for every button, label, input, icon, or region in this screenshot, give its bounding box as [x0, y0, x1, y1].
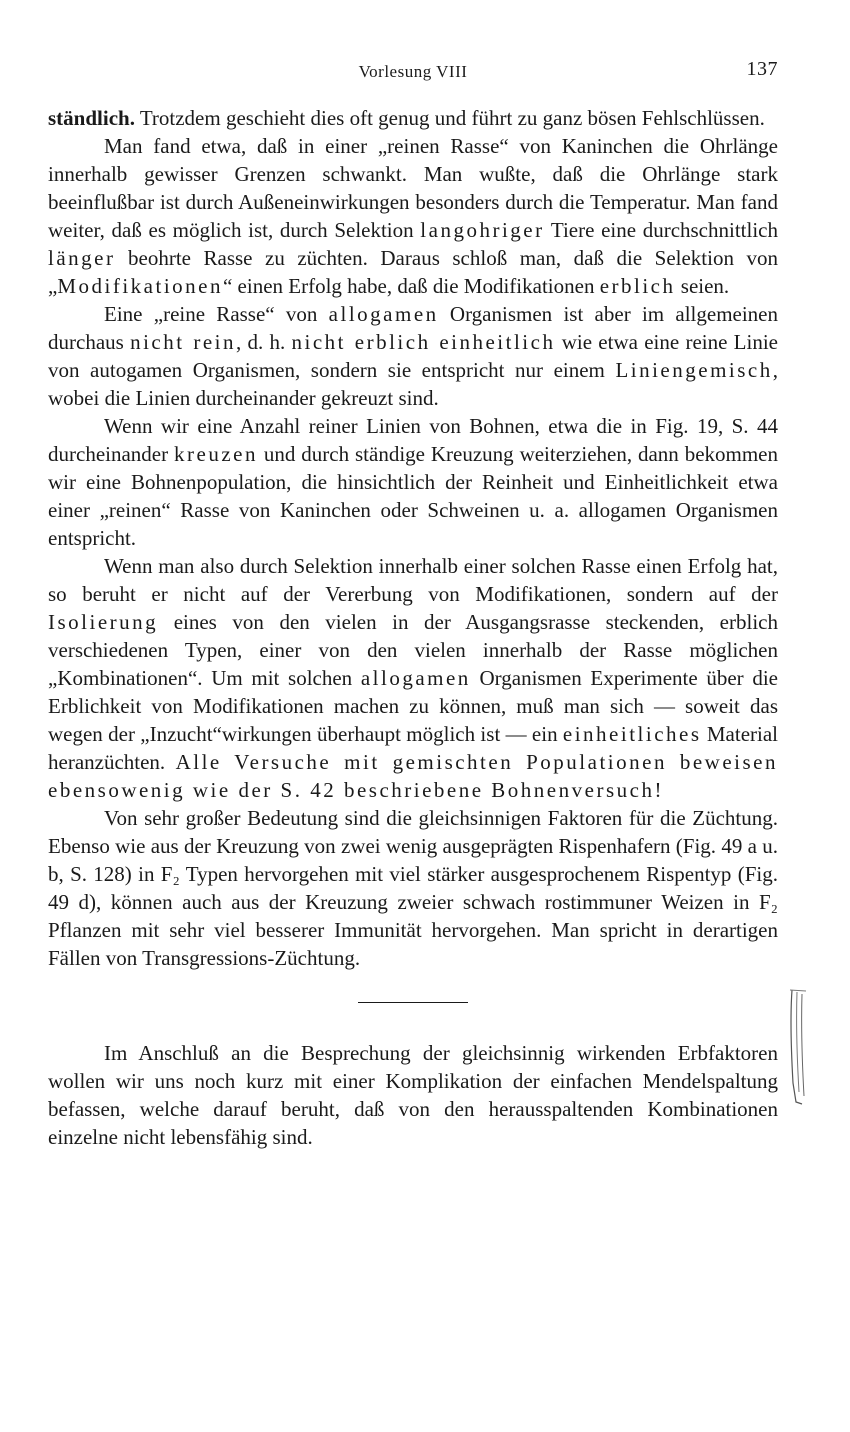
text-run: Trotzdem geschieht dies oft genug und führt zu ganz bösen Fehlschlüssen. [134, 106, 765, 130]
spaced-emphasis-run: nicht erblich einheitlich [291, 330, 556, 354]
spaced-emphasis-run: Liniengemisch [615, 358, 773, 382]
page-body [48, 104, 778, 1151]
text-run: Organismen Experimente über die Erblichkeit von Modifikationen machen zu können, muß man sich — soweit das wegen der „Inzucht“wirkungen überhaupt möglich ist — ein [48, 666, 778, 746]
text-run: Wenn man also durch Selektion innerhalb einer solchen Rasse einen Erfolg hat, so beruht er nicht auf der Vererbung von Modifikationen, sondern auf der [48, 554, 778, 606]
body-paragraph [48, 804, 778, 972]
page-number: 137 [746, 58, 778, 80]
text-run: Tiere eine durchschnittlich [544, 218, 778, 242]
spaced-emphasis-run: einheitliches [562, 722, 702, 746]
spaced-emphasis-run: länger [48, 246, 116, 270]
margin-pencil-mark-icon [788, 988, 810, 1106]
page-header [48, 58, 778, 88]
text-run: beohrte Rasse zu züchten. Daraus schloß man, daß die Selektion von „ [48, 246, 778, 298]
body-paragraph [48, 104, 778, 132]
body-paragraph [48, 132, 778, 300]
text-run: Organismen ist aber im allgemeinen durchaus [48, 302, 779, 354]
running-head: Vorlesung VIII [358, 62, 468, 81]
spaced-emphasis-run: Alle Versuche mit gemischten Populationen beweisen ebensowenig wie der S. 42 beschriebene Bohnenversuch! [48, 750, 778, 802]
section-separator-rule [358, 1002, 468, 1003]
spaced-emphasis-run: Modifikationen [57, 274, 223, 298]
spaced-emphasis-run: kreuzen [174, 442, 258, 466]
spaced-emphasis-run: allogamen [360, 666, 471, 690]
bold-text-run: ständlich. [48, 106, 135, 130]
text-run: Eine „reine Rasse“ von [104, 302, 329, 326]
text-run: Man fand etwa, daß in einer „reinen Rasse“ von Kaninchen die Ohrlänge innerhalb gewisser Grenzen schwankt. Man wußte, daß die Ohrlänge stark beeinflußbar ist durch Außeneinwirkungen besonders durch die Temperatur. Man fand weiter, daß es möglich ist, durch Selektion [48, 134, 778, 242]
text-run: “ einen Erfolg habe, daß die Modifikationen [222, 274, 600, 298]
text-run: , d. h. [235, 330, 292, 354]
body-paragraph [48, 300, 778, 412]
text-run: eines von den vielen in der Ausgangsrasse steckenden, erblich verschiedenen Typen, einer von den vielen innerhalb der Rasse möglichen „Kombinationen“. Um mit solchen [48, 610, 778, 690]
spaced-emphasis-run: allogamen [328, 302, 439, 326]
text-run: Material heranzüchten. [48, 722, 778, 774]
spaced-emphasis-run: nicht rein [130, 330, 236, 354]
body-paragraph [48, 552, 778, 804]
spaced-emphasis-run: erblich [599, 274, 676, 298]
spaced-emphasis-run: langohriger [420, 218, 545, 242]
body-paragraph [48, 412, 778, 552]
text-run: wie etwa eine reine Linie von autogamen Organismen, sondern sie entspricht nur einem [48, 330, 778, 382]
spaced-emphasis-run: Isolierung [48, 610, 159, 634]
text-run: Wenn wir eine Anzahl reiner Linien von Bohnen, etwa die in Fig. 19, S. 44 durcheinander [48, 414, 778, 466]
paragraph-list [48, 104, 778, 972]
text-run: Von sehr großer Bedeutung sind die gleichsinnigen Faktoren für die Züchtung. Ebenso wie aus der Kreuzung von zwei wenig ausgeprägten Rispenhafern (Fig. 49 a u. b, S. 128) in F₂ Typen hervorgehen mit viel stärker ausgesprochenem Rispentyp (Fig. 49 d), können auch aus der Kreuzung zweier schwach rostimmuner Weizen in F₂ Pflanzen mit sehr viel besserer Immunität hervorgehen. Man spricht in derartigen Fällen von Transgressions-Züchtung. [48, 806, 778, 970]
closing-paragraph: Im Anschluß an die Besprechung der gleichsinnig wirkenden Erbfaktoren wollen wir uns noch kurz mit einer Komplikation der einfachen Mendelspaltung befassen, welche darauf beruht, daß von den herausspaltenden Kombinationen einzelne nicht lebensfähig sind. [48, 1041, 778, 1149]
text-run: und durch ständige Kreuzung weiterziehen, dann bekommen wir eine Bohnenpopulation, die hinsichtlich der Reinheit und Einheitlichkeit etwa einer „reinen“ Rasse von Kaninchen oder Schweinen u. a. allogamen Organismen entspricht. [48, 442, 779, 550]
text-run: , wobei die Linien durcheinander gekreuzt sind. [48, 358, 778, 410]
text-run: seien. [675, 274, 730, 298]
